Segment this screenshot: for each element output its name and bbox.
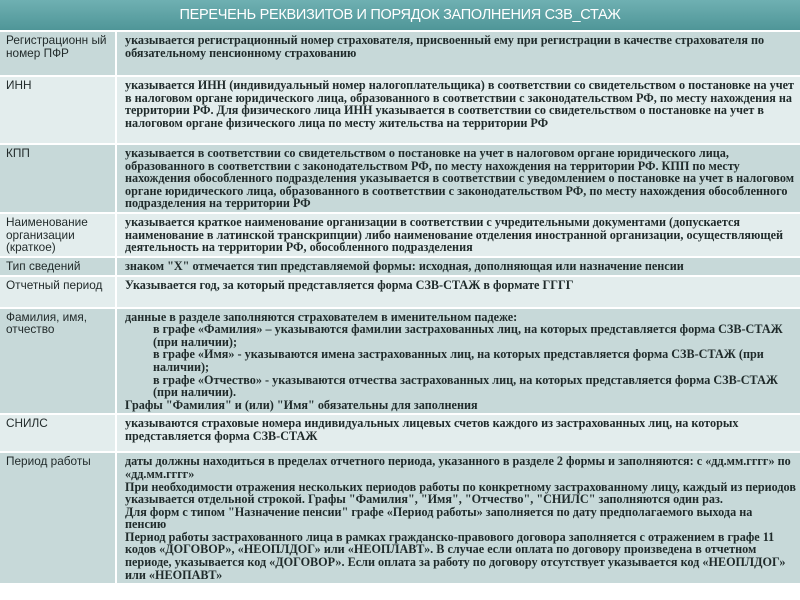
row-description — [116, 414, 800, 452]
row-label: СНИЛС — [0, 414, 116, 452]
row-label: Фамилия, имя, отчество — [0, 308, 116, 415]
page-title: ПЕРЕЧЕНЬ РЕКВИЗИТОВ И ПОРЯДОК ЗАПОЛНЕНИЯ СЗВ_СТАЖ — [0, 0, 800, 32]
row-label: Отчетный период — [0, 276, 116, 308]
description-line: При необходимости отражения нескольких периодов работы по конкретному застрахованному лицу, каждый из периодов указывается отдельной строкой. Графы "Фамилия", "Имя", "Отчество", "СНИЛС" заполняются один раз. — [125, 479, 796, 507]
row-description — [116, 308, 800, 415]
description-line: указывается ИНН (индивидуальный номер налогоплательщика) в соответствии со свидетельством о постановке на учет в налоговом органе юридического лица, образованного в соответствии с законодательством РФ, по месту нахождения на территории РФ. Для физического лица ИНН указывается в соответствии со свидетельством о постановке на учет в налоговом органе физического лица по месту жительства на территории РФ — [125, 78, 794, 130]
description-line: данные в разделе заполняются страхователем в именительном падеже: — [125, 309, 518, 324]
description-line: указывается краткое наименование организации в соответствии с учредительными документами (допускается наименование в латинской транскрипции) либо наименование отделения иностранной организации, осуществляющей деятельность на территории РФ, обособленного подразделения — [125, 214, 784, 255]
description-line: Графы "Фамилия" и (или) "Имя" обязательны для заполнения — [125, 397, 478, 412]
row-label: Тип сведений — [0, 257, 116, 276]
row-description — [116, 452, 800, 584]
table-row — [0, 213, 800, 257]
row-label: Период работы — [0, 452, 116, 584]
description-line: Период работы застрахованного лица в рамках гражданско-правового договора заполняется с отражением в графе 11 кодов «ДОГОВОР», «НЕОПЛДОГ» или «НЕОПЛАВТ». В случае если оплата по договору произведена в отчетном периоде, указывается код «ДОГОВОР». Если оплата за работу по договору отсутствует указывается код «НЕОПЛДОГ» или «НЕОПАВТ» — [125, 529, 786, 582]
row-description — [116, 257, 800, 276]
row-description — [116, 32, 800, 76]
description-line: в графе «Имя» - указываются имена застрахованных лиц, на которых представляется форма СЗВ-СТАЖ (при наличии); — [153, 347, 764, 374]
table-row — [0, 308, 800, 415]
description-line: в графе «Отчество» - указываются отчества застрахованных лиц, на которых представляется форма СЗВ-СТАЖ (при наличии). — [153, 372, 778, 400]
description-line: указывается в соответствии со свидетельством о постановке на учет в налоговом органе юридического лица, образованного в соответствии с законодательством РФ, по месту нахождения на территории РФ. КПП по месту нахождения обособленного подразделения указывается в соответствии с уведомлением о постановке на учет в налоговом органе юридического лица, образованного в соответствии с законодательством РФ, по месту нахождения обособленного подразделения на территории РФ — [125, 146, 794, 211]
description-line: указываются страховые номера индивидуальных лицевых счетов каждого из застрахованных лиц, на которых представляется форма СЗВ-СТАЖ — [125, 416, 739, 443]
requisites-table — [0, 32, 800, 585]
row-description — [116, 144, 800, 213]
table-row — [0, 32, 800, 76]
table-row — [0, 257, 800, 276]
row-label: КПП — [0, 144, 116, 213]
description-line: указывается регистрационный номер страхователя, присвоенный ему при регистрации в качестве страхователя по обязательному пенсионному страхованию — [125, 33, 765, 60]
table-row — [0, 276, 800, 308]
table-row — [0, 414, 800, 452]
description-line: знаком "Х" отмечается тип представляемой формы: исходная, дополняющая или назначение пенсии — [125, 258, 684, 273]
row-label: Регистрационн ый номер ПФР — [0, 32, 116, 76]
table-row — [0, 452, 800, 584]
row-description — [116, 276, 800, 308]
description-line: даты должны находиться в пределах отчетного периода, указанного в разделе 2 формы и заполняются: с «дд.мм.гггг» по «дд.мм.гггг» — [125, 454, 791, 481]
description-line: Указывается год, за который представляется форма СЗВ-СТАЖ в формате ГГГГ — [125, 277, 574, 292]
row-description — [116, 213, 800, 257]
description-line: в графе «Фамилия» – указываются фамилии застрахованных лиц, на которых представляется форма СЗВ-СТАЖ (при наличии); — [153, 322, 783, 349]
row-label: Наименование организации (краткое) — [0, 213, 116, 257]
row-description — [116, 76, 800, 144]
description-line: Для форм с типом "Назначение пенсии" графе «Период работы» заполняется по дату предполагаемого выхода на пенсию — [125, 504, 753, 532]
row-label: ИНН — [0, 76, 116, 144]
table-row — [0, 144, 800, 213]
table-row — [0, 76, 800, 144]
